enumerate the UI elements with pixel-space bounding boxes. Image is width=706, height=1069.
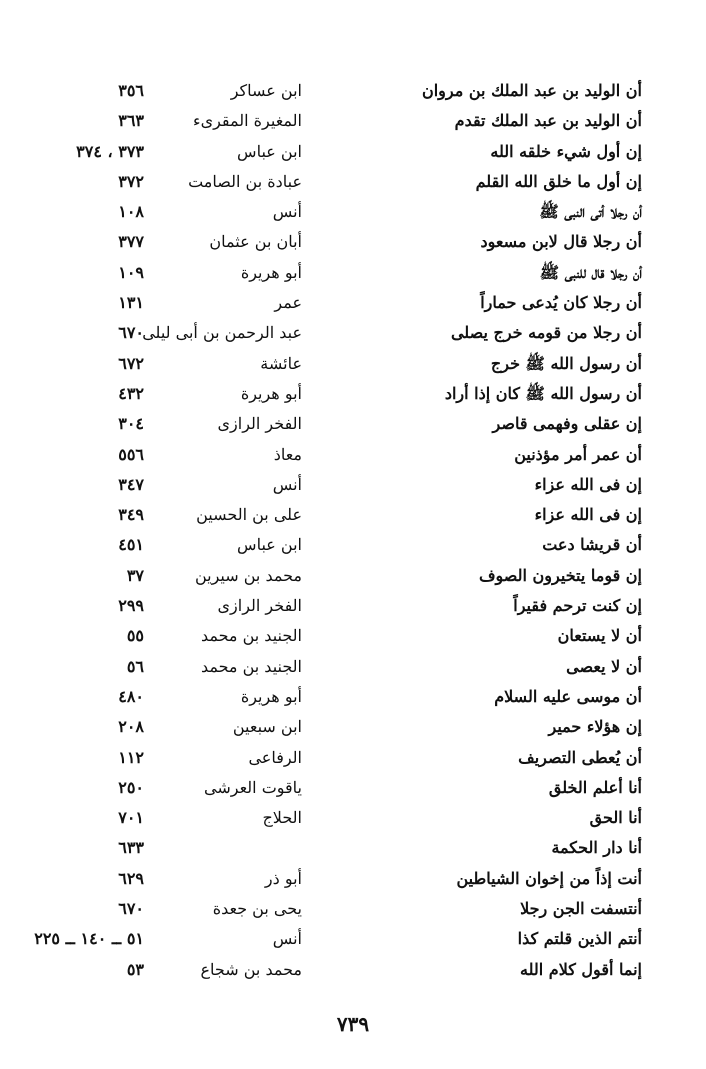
index-entry bbox=[0, 866, 706, 896]
index-entry bbox=[0, 835, 706, 865]
page-references: ٣٤٧ bbox=[118, 474, 144, 494]
narrator-name: الحلاج bbox=[262, 808, 302, 828]
index-entry bbox=[0, 199, 706, 229]
page-references: ٣٠٤ bbox=[118, 414, 144, 434]
narrator-name: محمد بن شجاع bbox=[200, 959, 302, 979]
index-entry bbox=[0, 593, 706, 623]
index-entry bbox=[0, 805, 706, 835]
hadith-phrase: أن رجلا قال لابن مسعود bbox=[480, 232, 642, 252]
narrator-name: ابن عساكر bbox=[230, 81, 302, 100]
hadith-phrase: أنا الحق bbox=[589, 808, 642, 828]
index-entry bbox=[0, 745, 706, 775]
narrator-name: أنس bbox=[272, 929, 302, 949]
index-entry bbox=[0, 532, 706, 562]
page-references: ٣٤٩ bbox=[118, 505, 144, 525]
page-references: ١٣١ bbox=[118, 293, 144, 313]
hadith-phrase: إن كنت ترحم فقيراً bbox=[513, 596, 642, 616]
page-references: ٣٧٣ ، ٣٧٤ bbox=[76, 141, 144, 161]
hadith-phrase: أنا دار الحكمة bbox=[551, 838, 642, 858]
narrator-name: أبو هريرة bbox=[240, 383, 302, 403]
hadith-phrase: إن أول ما خلق الله القلم bbox=[475, 171, 642, 191]
page-references: ٣٧ bbox=[126, 565, 144, 585]
index-entry bbox=[0, 957, 706, 987]
index-entry bbox=[0, 108, 706, 138]
hadith-phrase: أنتسفت الجن رجلا bbox=[520, 899, 642, 919]
page-references: ٥٦ bbox=[126, 656, 144, 676]
hadith-phrase: إن فى الله عزاء bbox=[534, 505, 642, 525]
narrator-name: الجنيد بن محمد bbox=[200, 626, 302, 646]
hadith-phrase: أن لا يعصى bbox=[566, 656, 642, 676]
page-references: ٥١ ــ ١٤٠ ــ ٢٢٥ bbox=[34, 929, 144, 949]
page-references: ٢٠٨ bbox=[118, 717, 144, 737]
index-entry bbox=[0, 229, 706, 259]
hadith-phrase: إن فى الله عزاء bbox=[534, 474, 642, 494]
hadith-phrase: أن يُعطى التصريف bbox=[518, 747, 642, 767]
hadith-phrase: أنا أعلم الخلق bbox=[548, 777, 642, 797]
narrator-name: أنس bbox=[272, 474, 302, 494]
hadith-phrase: أن رجلا أتى النبى ﷺ bbox=[539, 202, 642, 222]
index-entry bbox=[0, 351, 706, 381]
hadith-phrase: أن الوليد بن عبد الملك بن مروان bbox=[421, 81, 642, 100]
index-entry bbox=[0, 563, 706, 593]
narrator-name: عبادة بن الصامت bbox=[188, 171, 302, 191]
hadith-phrase: إن أول شيء خلقه الله bbox=[490, 141, 642, 161]
hadith-phrase: أن رجلا كان يُدعى حماراً bbox=[480, 293, 642, 313]
hadith-phrase: أن قريشا دعت bbox=[542, 535, 642, 555]
hadith-phrase: أن عمر أمر مؤذنين bbox=[514, 444, 642, 464]
narrator-name: المغيرة المقرىء bbox=[193, 111, 302, 131]
hadith-phrase: إنما أقول كلام الله bbox=[520, 959, 642, 979]
index-entry bbox=[0, 472, 706, 502]
narrator-name: الرفاعى bbox=[248, 747, 302, 767]
index-entry bbox=[0, 320, 706, 350]
hadith-phrase: أن لا يستعان bbox=[557, 626, 642, 646]
page-references: ٥٥ bbox=[126, 626, 144, 646]
page-references: ٦٣٣ bbox=[118, 838, 144, 858]
index-entry bbox=[0, 684, 706, 714]
index-entry bbox=[0, 260, 706, 290]
page-references: ٦٢٩ bbox=[118, 868, 144, 888]
narrator-name: عمر bbox=[274, 293, 302, 313]
page-references: ٧٠١ bbox=[118, 808, 144, 828]
page-references: ٣٦٣ bbox=[118, 111, 144, 131]
narrator-name: ابن سبعين bbox=[232, 717, 302, 737]
page-references: ٣٥٦ bbox=[118, 81, 144, 100]
hadith-phrase: إن هؤلاء حمير bbox=[548, 717, 642, 737]
narrator-name: يحى بن جعدة bbox=[212, 899, 302, 919]
hadith-phrase: أن رجلا من قومه خرج يصلى bbox=[450, 323, 642, 343]
page-number: ٧٣٩ bbox=[336, 1012, 370, 1036]
index-entry bbox=[0, 926, 706, 956]
page-references: ٢٥٠ bbox=[118, 777, 144, 797]
index-entries bbox=[0, 78, 706, 987]
page-references: ٤٥١ bbox=[118, 535, 144, 555]
index-entry bbox=[0, 714, 706, 744]
page-references: ٣٧٢ bbox=[118, 171, 144, 191]
page-references: ١١٢ bbox=[118, 747, 144, 767]
hadith-phrase: إن عقلى وفهمى قاصر bbox=[492, 414, 642, 434]
narrator-name: عبد الرحمن بن أبى ليلى bbox=[142, 323, 302, 343]
narrator-name: ابن عباس bbox=[237, 535, 302, 555]
page-references: ١٠٨ bbox=[118, 202, 144, 222]
page-references: ٦٧٢ bbox=[118, 353, 144, 373]
page-references: ٤٣٢ bbox=[118, 383, 144, 403]
index-entry bbox=[0, 442, 706, 472]
hadith-phrase: أن الوليد بن عبد الملك تقدم bbox=[454, 111, 642, 131]
hadith-phrase: أنتم الذين قلتم كذا bbox=[517, 929, 642, 949]
hadith-phrase: أن رجلا قال للنبى ﷺ bbox=[539, 262, 642, 282]
page-references: ٤٨٠ bbox=[118, 686, 144, 706]
index-entry bbox=[0, 654, 706, 684]
page-references: ٥٥٦ bbox=[118, 444, 144, 464]
page-references: ٣٧٧ bbox=[118, 232, 144, 252]
index-entry bbox=[0, 139, 706, 169]
index-entry bbox=[0, 623, 706, 653]
index-entry bbox=[0, 411, 706, 441]
narrator-name: محمد بن سيرين bbox=[194, 565, 302, 585]
narrator-name: الفخر الرازى bbox=[217, 596, 302, 616]
narrator-name: ياقوت العرشى bbox=[204, 777, 302, 797]
narrator-name: أبو ذر bbox=[264, 868, 302, 888]
index-entry bbox=[0, 502, 706, 532]
index-entry bbox=[0, 78, 706, 108]
hadith-phrase: أن رسول الله ﷺ خرج bbox=[490, 353, 642, 373]
narrator-name: ابن عباس bbox=[237, 141, 302, 161]
hadith-phrase: أن موسى عليه السلام bbox=[494, 686, 642, 706]
page-references: ٢٩٩ bbox=[118, 596, 144, 616]
narrator-name: معاذ bbox=[273, 444, 302, 464]
page-references: ٥٣ bbox=[126, 959, 144, 979]
index-entry bbox=[0, 775, 706, 805]
page-references: ٦٧٠ bbox=[118, 323, 144, 343]
narrator-name: الجنيد بن محمد bbox=[200, 656, 302, 676]
narrator-name: أبو هريرة bbox=[240, 686, 302, 706]
narrator-name: عائشة bbox=[260, 353, 302, 373]
index-entry bbox=[0, 381, 706, 411]
page-references: ١٠٩ bbox=[118, 262, 144, 282]
index-entry bbox=[0, 896, 706, 926]
page-references: ٦٧٠ bbox=[118, 899, 144, 919]
narrator-name: أبو هريرة bbox=[240, 262, 302, 282]
narrator-name: أبان بن عثمان bbox=[209, 232, 302, 252]
narrator-name: أنس bbox=[272, 202, 302, 222]
hadith-phrase: إن قوما يتخيرون الصوف bbox=[478, 565, 642, 585]
narrator-name: الفخر الرازى bbox=[217, 414, 302, 434]
narrator-name: على بن الحسين bbox=[196, 505, 302, 525]
hadith-phrase: أنت إذاً من إخوان الشياطين bbox=[456, 868, 642, 888]
index-entry bbox=[0, 169, 706, 199]
hadith-phrase: أن رسول الله ﷺ كان إذا أراد bbox=[444, 383, 642, 403]
index-entry bbox=[0, 290, 706, 320]
